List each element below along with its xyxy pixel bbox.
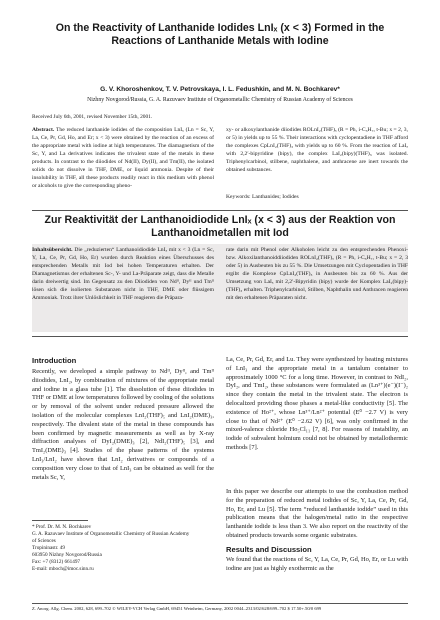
abstract-german-left-text: Die „reduzierten“ Lanthanoidiodide LnIₓ mit x < 3 (Ln = Sc, Y, La, Ce, Pr, Gd, Ho, Er) wurden durch Reaktion eines Überschusses des entsprechenden Metalls mit Iod bei hohen Temperaturen erhalten. Der Diamagnetismus der erhaltenen Sc-, Y- und La-Präparate zeigt, dass die Metalle darin dreiwertig sind. Im Gegensatz zu den Diiodiden von Ndᴵᴵ, Dyᴵᴵ und Tmᴵᴵ lösen sich die isolierten Substanzen nicht in THF, DME oder flüssigem Ammoniak. Trotz ihrer Unlöslichkeit in THF reagieren die Präpara-: [32, 247, 214, 301]
affiliation: Nizhny Novgorod/Russia, G. A. Razuvaev Institute of Organometallic Chemistry of Russian Academy of Sciences: [87, 97, 353, 103]
received-date: Received July 6th, 2001, revised November 15th, 2001.: [32, 114, 153, 120]
introduction-right-column: La, Ce, Pr, Gd, Er, and Lu. They were synthesized by heating mixtures of LnI₃ and the appropriate metal in a tantalum container to approximately 1000 °C for a long time. However, in contrast to NdI₂, DyI₂, and TmI₂, these substances were formulated as (Ln³⁺)(e⁻)(I⁻)₂ since they contain the metal in the trivalent state. The electron is delocalized providing those phases a metal-like conductivity [5]. The existence of Ho²⁺, whose Ln³⁺/Ln²⁺ potential (E⁰ −2.7 V) is very close to that of Nd²⁺ (E⁰ −2.62 V) [6], was only confirmed in the mixed-valence chloride Ho₅Cl₁₁ [7, 8]. For reasons of instability, an iodide of subvalent holmium could not be obtained by metallothermic methods [7].: [226, 356, 408, 451]
abstract-german-left: [32, 246, 214, 302]
corresponding-author-footnote: * Prof. Dr. M. N. Bochkarev G. A. Razuvaev Institute of Organometallic Chemistry of Russian Academy of Sciences Tropininastr. 49 603950 Nizhny Novgorod/Russia Fax: +7 (8312) 661497 E-mail: mboch@imoc.sinn.ru: [32, 524, 190, 572]
footnote-divider: [32, 520, 88, 521]
introduction-left-column: Recently, we developed a simple pathway to Ndᴵᴵ, Dyᴵᴵ, and Tmᴵᴵ diiodides, LnI₂, by combination of mixtures of the appropriate metal and iodine in a glass tube [1]. The dissolution of these diiodides in THF or DME at low temperatures followed by cooling of the solutions or by removal of the solvent under reduced pressure allowed the isolation of the molecular complexes LnI₂(THF)₅ and LnI₂(DME)₃, respectively. The divalent state of the metal in these compounds has been confirmed by magnetic measurements as well as by X-ray diffraction analyses of DyI₂(DME)₃ [2], NdI₂(THF)₅ [3], and TmI₂(DME)₃ [4]. Studies of the phase patterns of the systems LnI₃/LnI₂ have shown that LnI₂ derivatives or compounds of a composition very close to that of LnI₃ can be obtained as well for the metals Sc, Y,: [32, 368, 214, 481]
abstract-label: Abstract.: [32, 127, 55, 133]
article-title-english: On the Reactivity of Lanthanide Iodides LnIₓ (x < 3) Formed in the Reactions of Lanthanide Metals with Iodine: [55, 22, 385, 47]
journal-footer: Z. Anorg. Allg. Chem. 2002, 628, 699–702 © WILEY-VCH Verlag GmbH, 69451 Weinheim, Germany, 2002 0044–2313/02/628/699–702 $ 17.50+.50/0 699: [32, 606, 322, 611]
divider-bottom: [32, 336, 408, 337]
abstract-english-left: [32, 126, 214, 190]
abstract-german-right: rate darin mit Phenol oder Alkoholen leicht zu den entsprechenden Phenoxi- bzw. Alkoxilanthanoiddiiodiden ROLnI₂(THF)ₓ (R = Ph, i-C₃H₇, t-Bu; x = 2, 3 oder 5) in Ausbeuten bis zu 55 %. Die Umsetzungen mit Cyclopentadien in THF ergibt die Komplexe CpLnI₂(THF)₃ in Ausbeuten bis zu 60 %. Aus der Umsetzung von LaIₓ mit 2,2′-Bipyridin (bipy) wurde der Komplex LaI₂(bipy)-(THF)₃ erhalten. Triphenylcarbinol, Stilben, Naphthalin und Anthracen reagieren mit den erhaltenen Präparaten nicht.: [226, 247, 408, 301]
article-title-german: Zur Reaktivität der Lanthanoidiodide LnIₓ (x < 3) aus der Reaktion von Lanthanoidmetallen mit Iod: [44, 214, 396, 239]
keywords: Keywords: Lanthanides; Iodides: [226, 194, 299, 200]
results-heading: Results and Discussion: [226, 545, 312, 554]
introduction-right-paragraph: In this paper we describe our attempts to use the combustion method for the preparation of reduced metal iodides of Sc, Y, La, Ce, Pr, Gd, Ho, Er, and Lu [5]. The term “reduced lanthanide iodide” used in this publication means that the halogen/metal ratio in the respective lanthanide iodide is less than 3. We also report on the reactivity of the obtained products towards some organic substrates.: [226, 488, 408, 539]
abstract-english-right: xy- or alkoxylanthanide diiodides ROLnI₂(THF)ₓ (R = Ph, i-C₃H₇, t-Bu; x = 2, 3, or 5) in yields up to 55 %. Their interactions with cyclopentadiene in THF afford the complexes CpLnI₂(THF)₃ with yields up to 60 %. From the reaction of LaIₓ with 2,2′-bipyridine (bipy), the complex LaI₂(bipy)(THF)₃ was isolated. Triphenylcarbinol, stilbene, naphthalene, and anthracene are inert towards the obtained substances.: [226, 127, 408, 173]
introduction-heading: Introduction: [32, 356, 77, 365]
footer-divider: [32, 603, 408, 604]
results-text: We found that the reactions of Sc, Y, La, Ce, Pr, Gd, Ho, Er, or Lu with iodine are just as highly exothermic as the: [226, 556, 408, 572]
inhaltsuebersicht-label: Inhaltsübersicht.: [32, 247, 73, 253]
author-list: G. V. Khoroshenkov, T. V. Petrovskaya, I. L. Fedushkin, and M. N. Bochkarev*: [100, 86, 340, 93]
abstract-english-left-text: The reduced lanthanide iodides of the composition LnIₓ (Ln = Sc, Y, La, Ce, Pr, Gd, Ho, and Er; x < 3) were obtained by the reaction of an excess of the appropriate metal with iodine at high temperatures. The diamagnetism of the Sc, Y, and La derivatives indicates the trivalent state of the metals in these products. In contrast to the diiodides of Nd(II), Dy(II), and Tm(II), the isolated solids do not dissolve in THF, DME, or liquid ammonia. Despite of their insolubility in THF, all these products readily react in this medium with phenol or alcohols to give the corresponding pheno-: [32, 127, 214, 189]
divider-top: [32, 210, 408, 211]
